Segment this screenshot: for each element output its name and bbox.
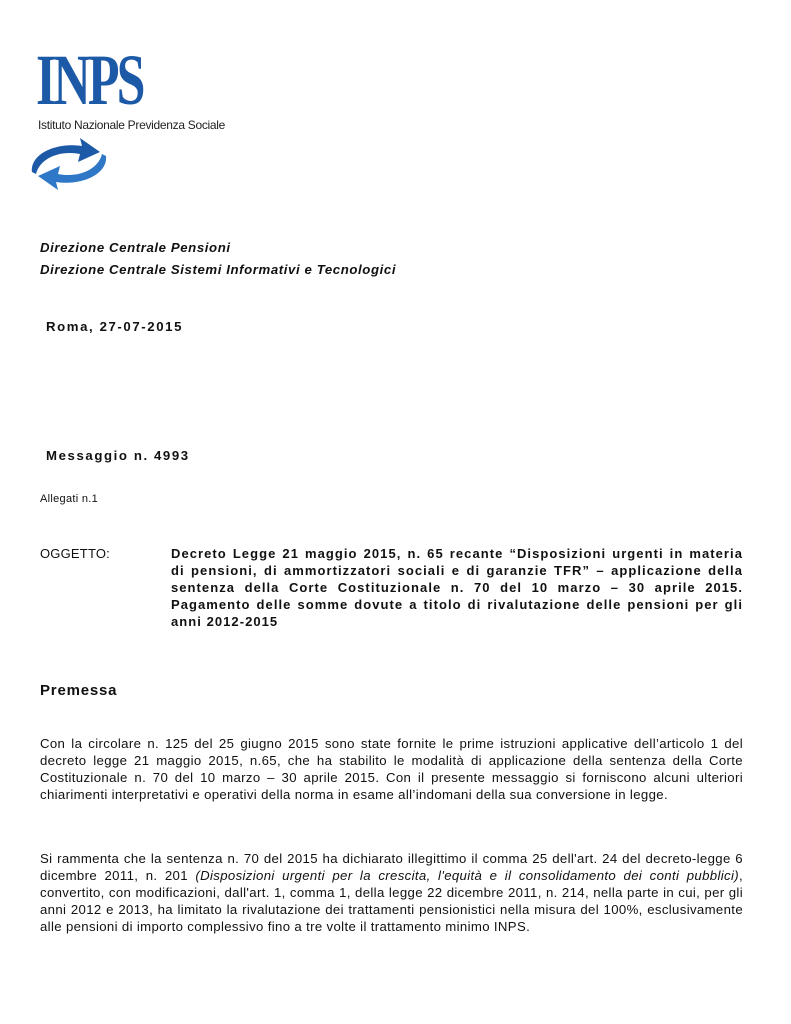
paragraph-2-part-2: , convertito, con modificazioni, dall'art. 1, comma 1, della legge 22 dicembre 2011, n. 214, nella parte in cui, per gli anni 2012 e 2013, ha limitato la rivalutazione dei trattamenti pensionistici nella misura del 100%, esclusivamente alle pensioni di importo complessivo fino a tre volte il trattamento minimo INPS.	[40, 868, 743, 934]
paragraph-2-text	[40, 850, 743, 935]
section-title: Premessa	[40, 682, 118, 699]
subject-label: OGGETTO:	[40, 546, 110, 561]
inps-logo-wordmark: INPS	[36, 40, 143, 120]
attachments-count: Allegati n.1	[40, 493, 99, 505]
message-number: Messaggio n. 4993	[46, 448, 190, 463]
body-paragraph-2	[40, 850, 743, 935]
department-pensions: Direzione Centrale Pensioni	[40, 240, 231, 255]
subject-text: Decreto Legge 21 maggio 2015, n. 65 recante “Disposizioni urgenti in materia di pensioni, di ammortizzatori sociali e di garanzie TFR” – applicazione della sentenza della Corte Costituzionale n. 70 del 10 marzo – 30 aprile 2015. Pagamento delle somme dovute a titolo di rivalutazione delle pensioni per gli anni 2012-2015	[171, 546, 743, 629]
department-it: Direzione Centrale Sistemi Informativi e Tecnologici	[40, 262, 397, 277]
paragraph-2-part-1: Si rammenta che la sentenza n. 70 del 2015 ha dichiarato illegittimo il comma 25 dell'art. 24 del decreto-legge 6 dicembre 2011, n. 201	[40, 851, 743, 883]
body-paragraph-1	[40, 735, 743, 803]
paragraph-2-italic: (Disposizioni urgenti per la crescita, l'equità e il consolidamento dei conti pubblici)	[195, 868, 739, 883]
inps-logo-arrows-icon	[26, 136, 112, 192]
inps-logo-subtitle: Istituto Nazionale Previdenza Sociale	[38, 118, 226, 132]
document-date: Roma, 27-07-2015	[46, 319, 184, 334]
paragraph-1-text: Con la circolare n. 125 del 25 giugno 2015 sono state fornite le prime istruzioni applicative dell’articolo 1 del decreto legge 21 maggio 2015, n.65, che ha stabilito le modalità di applicazione della sentenza della Corte Costituzionale n. 70 del 10 marzo – 30 aprile 2015. Con il presente messaggio si forniscono alcuni ulteriori chiarimenti interpretativi e operativi della norma in esame all’indomani della sua conversione in legge.	[40, 736, 743, 802]
